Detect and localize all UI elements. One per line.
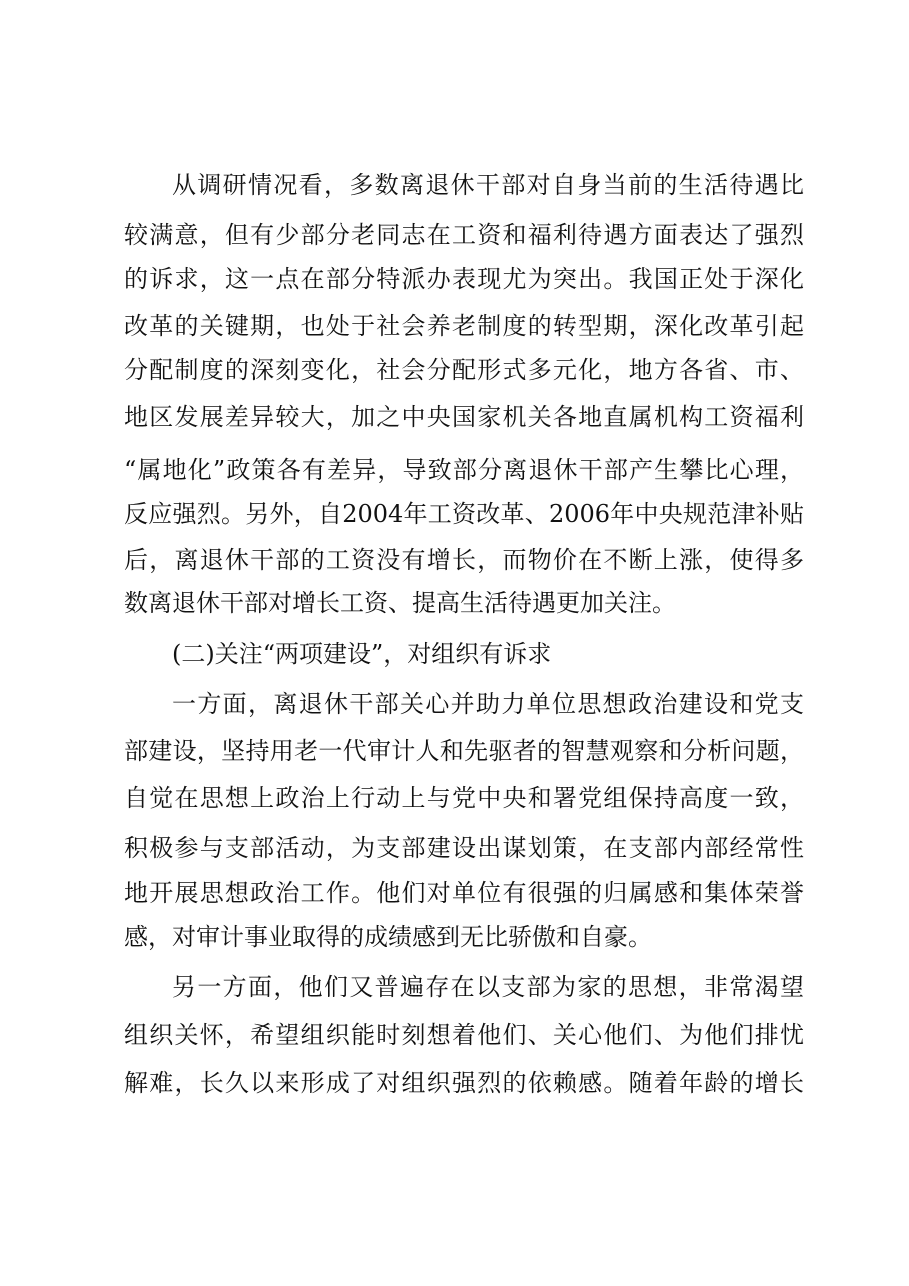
paragraph-1-line-8: 反应强烈。另外，自2004年工资改革、2006年中央规范津补贴 [124,500,804,528]
paragraph-1-line-2: 较满意，但有少部分老同志在工资和福利待遇方面表达了强烈 [124,221,804,249]
paragraph-1-line-9: 后，离退休干部的工资没有增长，而物价在不断上涨，使得多 [124,546,804,574]
paragraph-1-line-7: “属地化”政策各有差异，导致部分离退休干部产生攀比心理， [124,456,804,484]
paragraph-1-line-5: 分配制度的深刻变化，社会分配形式多元化，地方各省、市、 [124,356,804,384]
paragraph-2-line-2: 部建设，坚持用老一代审计人和先驱者的智慧观察和分析问题， [124,737,804,765]
paragraph-1-line-1: 从调研情况看，多数离退休干部对自身当前的生活待遇比 [172,171,804,199]
paragraph-2-line-3: 自觉在思想上政治上行动上与党中央和署党组保持高度一致， [124,784,804,812]
paragraph-3-line-3: 解难，长久以来形成了对组织强烈的依赖感。随着年龄的增长 [124,1069,804,1097]
paragraph-1-line-3: 的诉求，这一点在部分特派办表现尤为突出。我国正处于深化 [124,265,804,293]
paragraph-2-line-5: 地开展思想政治工作。他们对单位有很强的归属感和集体荣誉 [124,879,804,907]
paragraph-1-line-4: 改革的关键期，也处于社会养老制度的转型期，深化改革引起 [124,312,804,340]
paragraph-1-line-10: 数离退休干部对增长工资、提高生活待遇更加关注。 [124,589,676,617]
paragraph-2-line-1: 一方面，离退休干部关心并助力单位思想政治建设和党支 [172,690,804,718]
paragraph-2-line-4: 积极参与支部活动，为支部建设出谋划策，在支部内部经常性 [124,834,804,862]
paragraph-3-line-2: 组织关怀，希望组织能时刻想着他们、关心他们、为他们排忧 [124,1021,804,1049]
paragraph-2-line-6: 感，对审计事业取得的成绩感到无比骄傲和自豪。 [124,923,652,951]
section-heading: (二)关注“两项建设”，对组织有诉求 [172,640,552,668]
paragraph-1-line-6: 地区发展差异较大，加之中央国家机关各地直属机构工资福利 [124,403,804,431]
paragraph-3-line-1: 另一方面，他们又普遍存在以支部为家的思想，非常渴望 [172,973,804,1001]
